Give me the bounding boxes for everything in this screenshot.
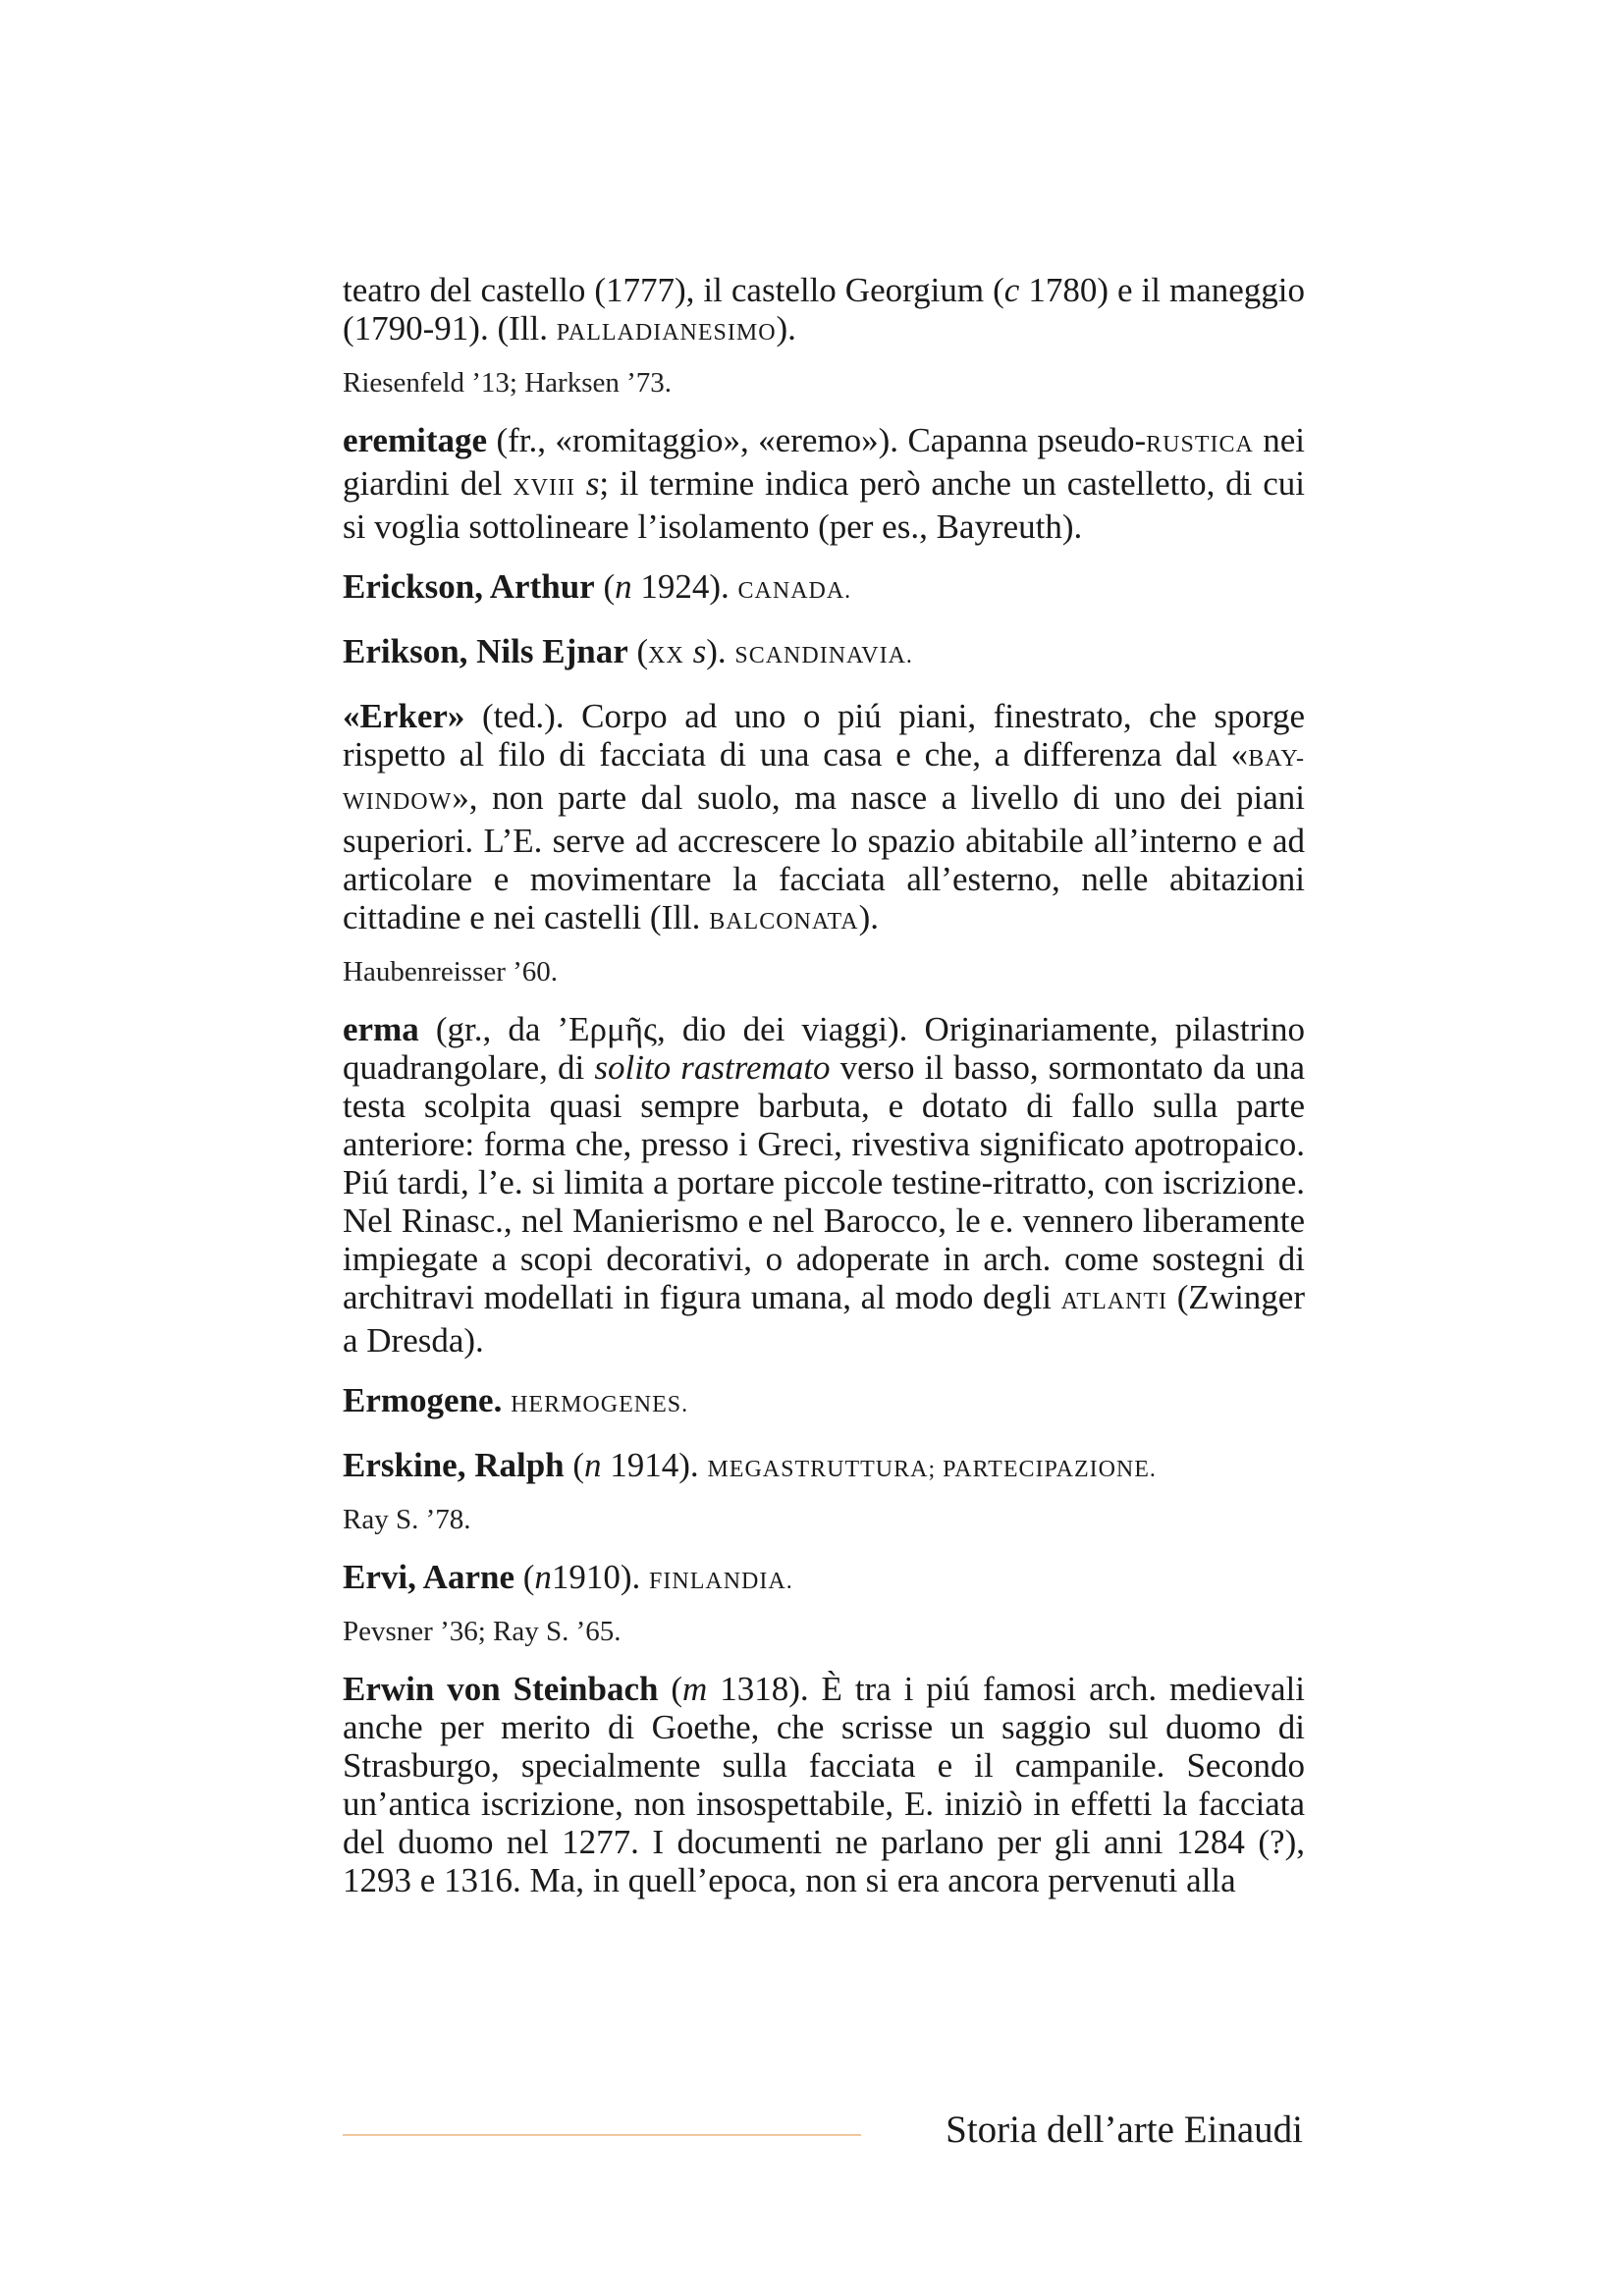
century-abbrev: s <box>683 632 707 670</box>
died-abbrev: m <box>682 1670 708 1708</box>
entry-text: ( <box>627 632 649 670</box>
entry-headword: Erickson, Arthur <box>343 567 595 606</box>
footer-rule <box>343 2134 861 2136</box>
bibliography: Pevsner ’36; Ray S. ’65. <box>343 1616 622 1647</box>
entry-text: (fr., «romitaggio», «eremo»). Capanna pseudo- <box>487 421 1147 459</box>
entry-eremitage <box>343 421 1305 546</box>
cross-reference: MEGASTRUTTURA; PARTECIPAZIONE. <box>707 1457 1157 1482</box>
entry-headword: eremitage <box>343 421 488 459</box>
bibliography: Haubenreisser ’60. <box>343 956 559 988</box>
bibliography: Ray S. ’78. <box>343 1504 471 1535</box>
entry-text: ( <box>564 1446 585 1484</box>
century-abbrev: s <box>574 464 600 503</box>
entry-erskine <box>343 1446 1305 1489</box>
entry-text: ; il termine indica però anche un castelletto, di cui si voglia sottolineare l’isolamento (per es., Bayreuth). <box>343 464 1305 546</box>
entry-text <box>502 1381 511 1419</box>
entry-text: 1910). <box>551 1558 650 1596</box>
entry-ermogene <box>343 1381 1305 1424</box>
entry-headword: «Erker» <box>343 697 465 735</box>
entry-erker <box>343 697 1305 941</box>
cross-reference: RUSTICA <box>1146 432 1254 457</box>
entry-ervi <box>343 1558 1305 1601</box>
cross-reference: BAY-WINDOW <box>343 746 1305 815</box>
footer-title: Storia dell’arte Einaudi <box>946 2109 1303 2151</box>
circa-abbrev: c <box>1003 271 1020 309</box>
entry-text: 1914). <box>601 1446 708 1484</box>
entry-headword: Ervi, Aarne <box>343 1558 514 1596</box>
cross-reference: BALCONATA <box>709 909 859 934</box>
entry-text: ( <box>594 567 616 606</box>
entry-erma <box>343 1010 1305 1360</box>
entry-headword: Ermogene. <box>343 1381 503 1419</box>
entry-headword: Erwin von Steinbach <box>343 1670 659 1708</box>
cross-reference: HERMOGENES. <box>511 1392 689 1417</box>
entry-text: 1780) e il maneggio (1790-91). (Ill. <box>343 271 1306 347</box>
cross-reference: ATLANTI <box>1060 1289 1168 1314</box>
entry-text: ). <box>858 898 880 936</box>
entry-headword: Erikson, Nils Ejnar <box>343 632 628 670</box>
bibliography: Riesenfeld ’13; Harksen ’73. <box>343 367 673 399</box>
century-numeral: XX <box>648 643 684 668</box>
italic-phrase: solito rastremato <box>594 1048 831 1087</box>
entry-text: teatro del castello (1777), il castello Georgium ( <box>343 271 1004 309</box>
cross-reference: CANADA. <box>737 578 852 604</box>
entry-text: (ted.). Corpo ad uno o piú piani, finestrato, che sporge rispetto al filo di facciata di una casa e che, a differenza dal « <box>343 697 1305 774</box>
entry-text: ( <box>514 1558 535 1596</box>
entry-text: ). <box>776 309 796 347</box>
entry-text: (gr., da ’Ερμῆς, dio dei viaggi). Originariamente, pilastrino quadrangolare, di <box>343 1010 1305 1087</box>
entry-continuation <box>343 271 1305 352</box>
century-numeral: XVIII <box>513 475 575 501</box>
entry-text: 1318). È tra i piú famosi arch. medievali anche per merito di Goethe, che scrisse un saggio sul duomo di Strasburgo, specialmente sulla facciata e il campanile. Secondo un’antica iscrizione, non insospettabile, E. iniziò in effetti la facciata del duomo nel 1277. I documenti ne parlano per gli anni 1284 (?), 1293 e 1316. Ma, in quell’epoca, non si era ancora pervenuti alla <box>343 1670 1306 1899</box>
entry-erikson <box>343 632 1305 675</box>
entry-text: », non parte dal suolo, ma nasce a livello di uno dei piani superiori. L’E. serve ad accrescere lo spazio abitabile all’interno e ad articolare e movimentare la facciata all’esterno, nelle abitazioni cittadine e nei castelli (Ill. <box>343 778 1305 936</box>
entry-erwin <box>343 1670 1305 1899</box>
born-abbrev: n <box>534 1558 552 1596</box>
cross-reference: FINLANDIA. <box>649 1569 793 1594</box>
entry-headword: Erskine, Ralph <box>343 1446 565 1484</box>
entry-erickson <box>343 567 1305 611</box>
entry-text: nei giardini del <box>343 421 1306 503</box>
entry-text: ( <box>658 1670 683 1708</box>
born-abbrev: n <box>615 567 632 606</box>
cross-reference: SCANDINAVIA. <box>734 643 913 668</box>
entry-text: (Zwinger a Dresda). <box>343 1278 1305 1360</box>
cross-reference: PALLADIANESIMO <box>556 320 777 346</box>
entry-text: ). <box>706 632 735 670</box>
entry-text: verso il basso, sormontato da una testa scolpita quasi sempre barbuta, e dotato di fallo sulla parte anteriore: forma che, presso i Greci, rivestiva significato apotropaico. Piú tardi, l’e. si limita a portare piccole testine-ritratto, con iscrizione. Nel Rinasc., nel Manierismo e nel Barocco, le e. vennero liberamente impiegate a scopi decorativi, o adoperate in arch. come sostegni di architravi modellati in figura umana, al modo degli <box>343 1048 1305 1316</box>
born-abbrev: n <box>584 1446 602 1484</box>
entry-headword: erma <box>343 1010 419 1048</box>
entry-text: 1924). <box>631 567 738 606</box>
text-column <box>343 271 1305 1921</box>
